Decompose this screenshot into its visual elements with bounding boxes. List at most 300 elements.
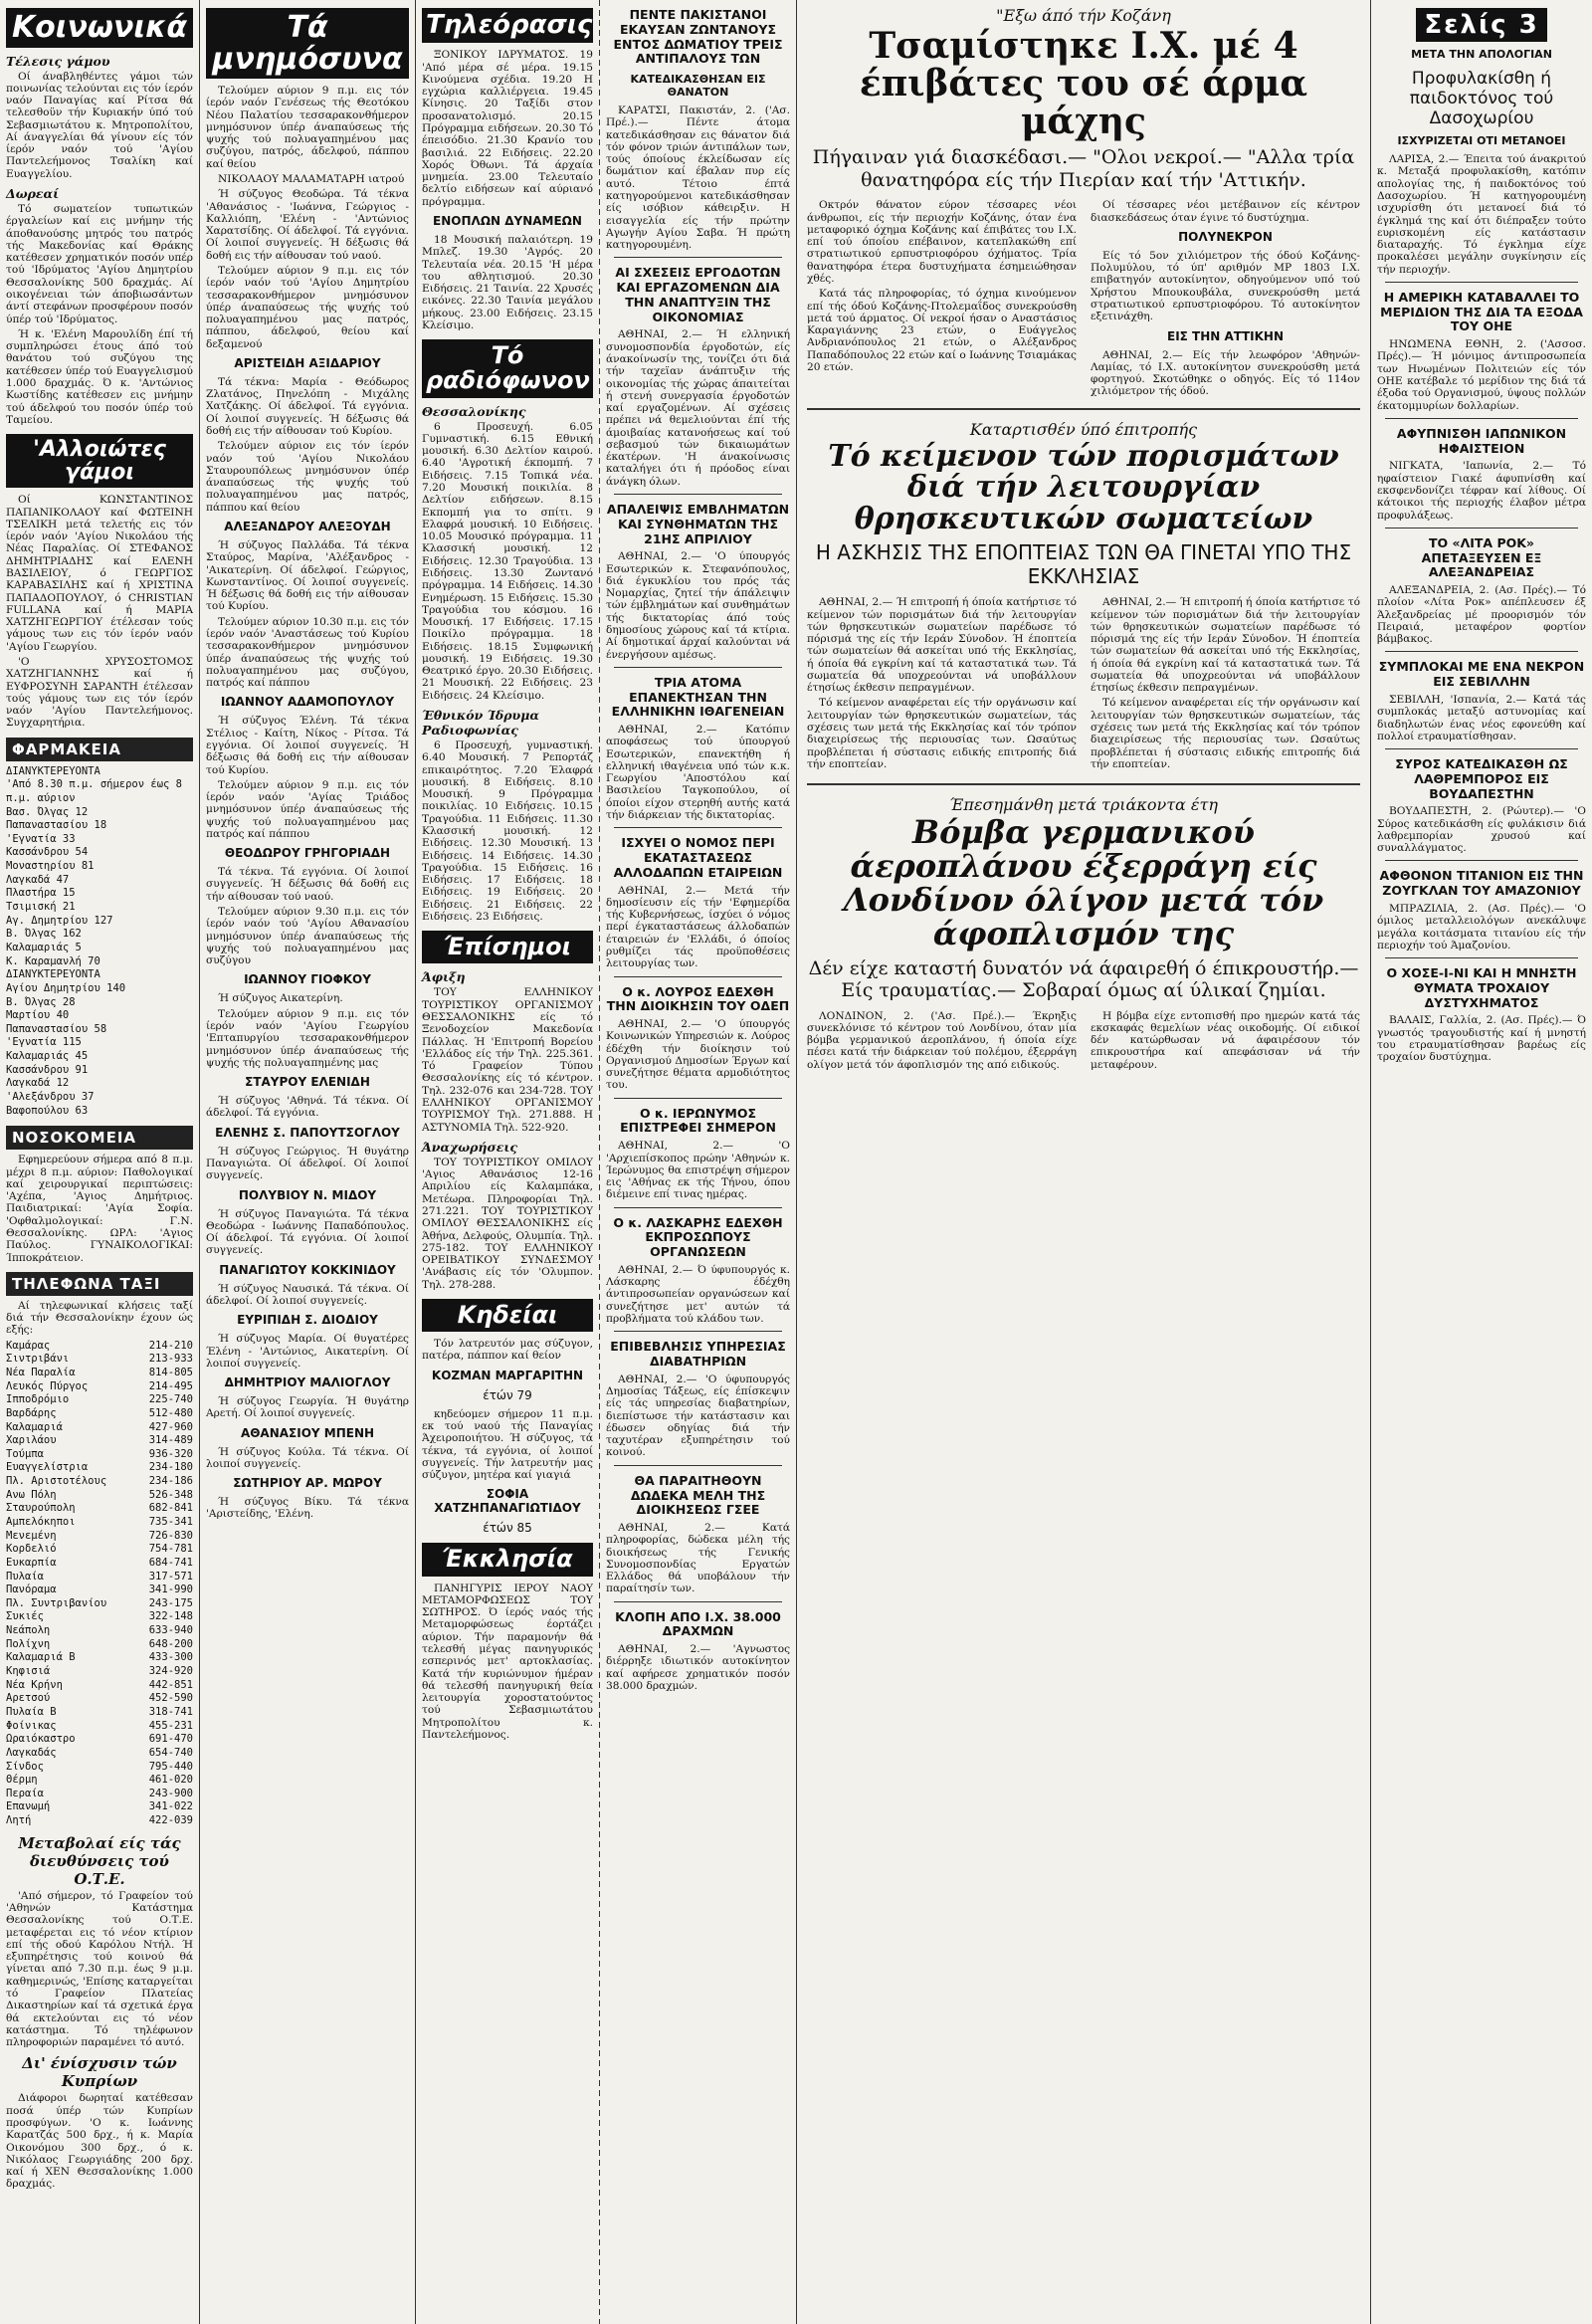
- taxi-row: [6, 1665, 193, 1679]
- taxi-phone: 317-571: [148, 1570, 193, 1583]
- story-lede: Πήγαιναν γιά διασκέδασι.— "Ολοι νεκροί.— "Αλλα τρία θανατηφόρα είς τήν Πιερίαν καί τήν 'Αττικήν.: [812, 146, 1355, 191]
- news-headline: ΘΑ ΠΑΡΑΙΤΗΘΟΥΝ ΔΩΔΕΚΑ ΜΕΛΗ ΤΗΣ ΔΙΟΙΚΗΣΕΩΣ ΓΣΕΕ: [630, 1472, 766, 1518]
- divider: [1385, 957, 1578, 958]
- pharmacy-entry: Καλαμαριάς 45: [6, 1050, 89, 1063]
- story-text: ΑΘΗΝΑΙ, 2.— Ή επιτροπή ή όποία κατήρτισε τό κείμενον τών πορισμάτων διά τήν λειτουργίαν τών θρησκευτικών σωματείων παρέδωσε τό πόρισμά της είς τήν Ιεράν Σύνοδον. Ή έποπτεία τών σωματείων θά ασκείται υπό τής Εκκλησίας, ή όποία θά εγκρίνη καί τά καταστατικά των. Τά σωματεία θά υποχρεούνται νά υποβάλλουν έτησίως έκθεσιν πεπραγμένων.: [807, 596, 1077, 695]
- news-text: ΑΘΗΝΑΙ, 2.— Ό ύφυπουργός κ. Λάσκαρης έδέχθη άντιπροσωπείαν οργανώσεων καί συνεζήτησε μετ' αυτών τά προβλήματα τού κλάδου των.: [606, 1263, 790, 1325]
- section-title-funerals: Κηδείαι: [422, 1299, 593, 1332]
- memorial-name: ΠΑΝΑΓΙΩΤΟΥ ΚΟΚΚΙΝΙΔΟΥ: [219, 1262, 396, 1277]
- pharmacy-entry: ΔΙΑΝΥΚΤΕΡΕΥΟΝΤΑ: [6, 764, 100, 777]
- taxi-row: [6, 1800, 193, 1814]
- taxi-phone: 691-470: [148, 1733, 193, 1746]
- taxi-phone: 433-300: [148, 1651, 193, 1664]
- taxi-row: [6, 1788, 193, 1801]
- pharmacy-entry: ΔΙΑΝΥΚΤΕΡΕΥΟΝΤΑ: [6, 968, 100, 981]
- divider: [614, 1465, 782, 1466]
- pharmacy-entry: Λαγκαδά 12: [6, 1077, 70, 1090]
- news-headline: ΑΦΥΠΝΙΣΘΗ ΙΑΠΩΝΙΚΟΝ ΗΦΑΙΣΤΕΙΟΝ: [1396, 425, 1567, 456]
- story-text: Τό κείμενον αναφέρεται είς τήν οργάνωσιν καί λειτουργίαν τών θρησκευτικών σωματείων, τάς σχέσεις των μετά τής Εκκλησίας καί τόν τρόπον διαχειρίσεως τής περιουσίας των. Ωσαύτως προβλέπεται ή σύστασις ειδικής επιτροπής διά τήν εποπτείαν.: [1091, 697, 1360, 770]
- pharmacy-entry: Β. Όλγας 28: [6, 995, 76, 1008]
- news-text: ΑΘΗΝΑΙ, 2.— 'Ο 'Αρχιεπίσκοπος πρώην 'Αθηνών κ. Ίερώνυμος θα επιστρέψη σήμερον εις 'Αθήνας εκ τής Τήνου, όπου διέμεινε επί τινας ημέρας.: [606, 1140, 790, 1201]
- funeral-name: ΚΟΖΜΑΝ ΜΑΡΓΑΡΙΤΗΝ: [431, 1368, 584, 1382]
- news-headline: ΑΙ ΣΧΕΣΕΙΣ ΕΡΓΟΔΟΤΩΝ ΚΑΙ ΕΡΓΑΖΟΜΕΝΩΝ ΔΙΑ ΤΗΝ ΑΝΑΠΤΥΞΙΝ ΤΗΣ ΟΙΚΟΝΟΜΙΑΣ: [615, 265, 781, 324]
- pharmacy-entry: Λαγκαδά 47: [6, 873, 70, 886]
- memorial-name: ΕΥΡΙΠΙΔΗ Σ. ΔΙΟΔΙΟΥ: [237, 1313, 378, 1328]
- memorial-name: ΠΟΛΥΒΙΟΥ Ν. ΜΙΔΟΥ: [238, 1187, 377, 1202]
- memorial-text: Ή σύζυγος Κούλα. Τά τέκνα. Οί λοιποί συγγενείς.: [206, 1445, 409, 1470]
- memorial-text: Τελούμεν αύριον 10.30 π.μ. εις τόν ίερόν ναόν 'Αναστάσεως τού Κυρίου τεσσαρακονθήμερον μνημόσυνον ύπέρ άναπαύσεως τής ψυχής τού πολυαγαπημένου μας συζύγου, πατρός καί πάππου: [206, 615, 409, 690]
- column-tv-radio: [416, 0, 599, 2324]
- tv2-title: ΕΝΟΠΛΩΝ ΔΥΝΑΜΕΩΝ: [433, 213, 582, 228]
- news-headline: Ο ΧΟΣΕ-Ι-ΝΙ ΚΑΙ Η ΜΝΗΣΤΗ ΘΥΜΑΤΑ ΤΡΟΧΑΙΟΥ ΔΥΣΤΥΧΗΜΑΤΟΣ: [1386, 965, 1577, 1010]
- taxi-stand: Κορδελιό: [6, 1543, 57, 1556]
- column-page3: [1371, 0, 1592, 2324]
- taxi-phone: 314-489: [148, 1434, 193, 1447]
- memorial-text: Τελούμεν αύριον 9 π.μ. εις τόν ίερόν ναόν τού 'Αγίου Δημητρίου τεσσαρακονθήμερον μνημόσυνον ύπέρ άναπαύσεως τής ψυχής τού πολυαγαπημένου μας πατρός, πάππου, άδελφού, θείου καί δεξαμενού: [206, 264, 409, 350]
- taxi-row: [6, 1475, 193, 1489]
- taxi-stand: Ωραιόκαστρο: [6, 1733, 76, 1746]
- item-text: Οί ΚΩΝΣΤΑΝΤΙΝΟΣ ΠΑΠΑΝΙΚΟΛΑΟΥ καί ΦΩΤΕΙΝΗ ΤΣΕΛΙΚΗ μετά τελετής εις τόν ίερόν ναόν 'Αγίου Νικολάου τής Νέας Παραλίας. Οί ΣΤΕΦΑΝΟΣ ΔΗΜΗΤΡΙΑΔΗΣ καί ΕΛΕΝΗ ΒΑΣΙΛΕΙΟΥ, ό ΓΕΩΡΓΙΟΣ ΚΑΡΑΒΑΣΙΛΗΣ καί ή ΧΡΙΣΤΙΝΑ ΠΑΠΑΔΟΠΟΥΛΟΥ, ό CHRISTIAN FULLANA καί ή ΜΑΡΙΑ ΧΑΤΖΗΓΕΩΡΓΙΟΥ έτέλεσαν τούς γάμους των εις τόν ίερόν ναόν 'Αγίου Γεωργίου.: [6, 494, 193, 653]
- taxi-row: [6, 1530, 193, 1544]
- news-text: ΝΙΓΚΑΤΑ, 'Ιαπωνία, 2.— Τό ηφαίστειον Γιακέ άφυπνίσθη καί εκσφενδονίζει τέφραν καί λίθους. Οί κάτοικοι τής περιοχής έλαβον μέτρα προφυλάξεως.: [1377, 460, 1586, 522]
- news-text: ΛΑΡΙΣΑ, 2.— Έπειτα τού άνακριτού κ. Μεταξά προφυλακίσθη, κατόπιν απολογίας της, ή παιδοκτόνος τού Δασοχωρίου. Ή κατηγορουμένη ισχυρίσθη ότι μετανοεί διά τό έγκλημά της καί ότι διέπραξεν τούτο ευρισκομένη είς κατάστασιν διαταραχής. Τό έγκλημα είχε προκαλέσει μεγάλην συγκίνησιν είς τήν περιοχήν.: [1377, 153, 1586, 276]
- section-title-social: Κοινωνικά: [6, 8, 193, 48]
- divider: [1385, 282, 1578, 283]
- taxi-stand: Αμπελόκηποι: [6, 1515, 76, 1528]
- news-text: ΒΟΥΔΑΠΕΣΤΗ, 2. (Ρώυτερ).— 'Ο Σύρος κατεδικάσθη είς φυλάκισιν διά λαθρεμπορίαν χρυσού καί συναλλάγματος.: [1377, 805, 1586, 855]
- taxi-row: [6, 1557, 193, 1571]
- item-text: 'Ο ΧΡΥΣΟΣΤΟΜΟΣ ΧΑΤΖΗΓΙΑΝΝΗΣ καί ή ΕΥΦΡΟΣΥΝΗ ΣΑΡΑΝΤΗ έτέλεσαν τούς γάμους των εις τόν ίερόν ναόν 'Αγίου Παντελεήμονος. Συγχαρητήρια.: [6, 655, 193, 730]
- taxi-row: [6, 1651, 193, 1665]
- news-text: ΑΘΗΝΑΙ, 2.— 'Αγνωστος διέρρηξε ιδιωτικόν αυτοκίνητον καί αφήρεσε χρηματικόν ποσόν 38.000 δραχμών.: [606, 1643, 790, 1693]
- divider: [614, 827, 782, 828]
- taxi-stand: Νέα Παραλία: [6, 1366, 76, 1378]
- taxi-phone: 322-148: [148, 1610, 193, 1623]
- column-main-stories: [797, 0, 1370, 2324]
- news-text: ΒΑΛΑΙΣ, Γαλλία, 2. (Ασ. Πρές).— Ό γνωστός τραγουδιστής καί ή μνηστή του ετραυματίσθησαν βαρέως είς τροχαίον δυστύχημα.: [1377, 1014, 1586, 1064]
- news-text: ΑΛΕΞΑΝΔΡΕΙΑ, 2. (Ασ. Πρές).— Τό πλοίον «Λίτα Ροκ» απέπλευσεν έξ Άλεξανδρείας μέ προορισμόν τόν Πειραιά, μεταφέρον φορτίον βάμβακος.: [1377, 584, 1586, 646]
- story-subhead: ΕΙΣ ΤΗΝ ΑΤΤΙΚΗΝ: [1167, 328, 1284, 343]
- memorial-name: ΑΘΑΝΑΣΙΟΥ ΜΠΕΝΗ: [240, 1425, 375, 1440]
- official-sub: Άφιξη: [422, 969, 466, 985]
- taxi-phone: 754-781: [148, 1543, 193, 1556]
- story-kicker: Καταρτισθέν ύπό έπιτροπής: [969, 419, 1198, 439]
- radio2-sub: Έθνικόν Ίδρυμα Ραδιοφωνίας: [422, 708, 539, 739]
- taxi-row: [6, 1461, 193, 1475]
- official-text: ΤΟΥ ΤΟΥΡΙΣΤΙΚΟΥ ΟΜΙΛΟΥ 'Αγιος Αθανάσιος 12-16 Απριλίου είς Καλαμπάκα, Μετέωρα. Πληροφορίαι Τηλ. 271.221. ΤΟΥ ΤΟΥΡΙΣΤΙΚΟΥ ΟΜΙΛΟΥ ΘΕΣΣΑΛΟΝΙΚΗΣ είς Άθήνα, Δελφούς, Ολυμπία. Τηλ. 275-182. ΤΟΥ ΕΛΛΗΝΙΚΟΥ ΟΡΕΙΒΑΤΙΚΟΥ ΣΥΝΔΕΣΜΟΥ 'Ανάβασις είς τόν 'Ολυμπον. Τηλ. 278-288.: [422, 1156, 593, 1291]
- memorial-text: Τελούμεν αύριον 9.30 π.μ. εις τόν ίερόν ναόν τού 'Αγίου Αθανασίου μνημόσυνον ύπέρ άναπαύσεως τής ψυχής τού πολυαγαπημένου μας συζύγου: [206, 906, 409, 967]
- news-headline: ΕΠΙΒΕΒΛΗΣΙΣ ΥΠΗΡΕΣΙΑΣ ΔΙΑΒΑΤΗΡΙΩΝ: [610, 1339, 786, 1370]
- pharmacy-entry: 'Αλεξάνδρου 37: [6, 1091, 95, 1103]
- tv-schedule: ΞΟΝΙΚΟΥ ΙΔΡΥΜΑΤΟΣ. 19 'Από μέρα σέ μέρα. 19.15 Κινούμενα σχέδια. 19.20 Η εγχώρια καλλιέργεια. 19.45 Κίνησις. 20 Ταξίδι στον προσανατολισμό. 20.15 Πρόγραμμα ειδήσεων. 20.30 Τό έπεισόδιο. 21.30 Κρανίο του βασιλιά. 22 Ειδήσεις. 22.20 Χορός Όθωνι. Τά άρχαία μνημεία. 23.00 Τελευταίο δελτίο ειδήσεων καί αύριανό πρόγραμμα.: [422, 49, 593, 208]
- taxi-intro: Αί τηλεφωνικαί κλήσεις ταξί διά τήν Θεσσαλονίκην έχουν ώς εξής:: [6, 1299, 193, 1337]
- item-text: Ή κ. 'Ελένη Μαρουλίδη έπί τή συμπληρώσει έτους άπό τού θανάτου τού συζύγου της κατέθεσεν ύπέρ τού Ευαγγελισμού 1.000 δραχμάς. Ό κ. 'Αντώνιος Κωστίδης κατέθεσεν εις μνήμην τού άδελφού του ποσόν ύπέρ τού Ταμείου.: [6, 327, 193, 426]
- taxi-stand: Ανω Πόλη: [6, 1488, 57, 1501]
- pharmacy-entry: Μοναστηρίου 81: [6, 860, 95, 873]
- memorial-name: ΣΩΤΗΡΙΟΥ ΑΡ. ΜΩΡΟΥ: [233, 1476, 382, 1491]
- taxi-row: [6, 1692, 193, 1706]
- pharmacy-entry: Τσιμισκή 21: [6, 901, 76, 914]
- taxi-row: [6, 1624, 193, 1638]
- taxi-phone: 654-740: [148, 1746, 193, 1759]
- tv2-schedule: 18 Μουσική παλαιότερη. 19 Μπλεζ. 19.30 'Αγρός. 20 Τελευταία νέα. 20.15 'Η μέρα του αθλητισμού. 20.30 Ειδήσεις. 21 Ταινία. 22 Χρυσές εικόνες. 22.30 Ταινία μεγάλου μήκους. 23.00 Ειδήσεις. 23.15 Κλείσιμο.: [422, 233, 593, 331]
- pharmacy-entry: Παπαναστασίου 18: [6, 819, 107, 832]
- pharmacies-title: ΦΑΡΜΑΚΕΙΑ: [6, 738, 193, 761]
- taxi-stand: Φοίνικας: [6, 1719, 57, 1732]
- story-text: Οκτρόν θάνατον εύρον τέσσαρες νέοι άνθρωποι, είς τήν περιοχήν Κοζάνης, όταν ένα μεταφορικό όχημα Κοζάνης καί έπιβάτες του Ι.Χ. επί τού όποίου επέβαινον, κατεπλακώθη επί στρατιωτικού ερπυστριοφόρου όχήματος. Τρία θανατηφόρα έτερα δυστυχήματα έσημειώθησαν χθές.: [807, 199, 1077, 285]
- news-headline: Ο κ. ΙΕΡΩΝΥΜΟΣ ΕΠΙΣΤΡΕΦΕΙ ΣΗΜΕΡΟΝ: [620, 1105, 776, 1136]
- taxi-stand: Καλαμαριά: [6, 1420, 63, 1433]
- taxi-phone: 234-186: [148, 1475, 193, 1488]
- taxi-stand: Χαριλάου: [6, 1434, 57, 1447]
- story-text: Η βόμβα είχε εντοπισθή προ ημερών κατά τάς εκσκαφάς θεμελίων νέας οικοδομής. Οί ειδικοί δέν κατώρθωσαν νά άφαιρέσουν τόν επικρουστήρα καί απεφάσισαν νά τήν μεταφέρουν.: [1091, 1009, 1360, 1071]
- memorial-name: ΣΤΑΥΡΟΥ ΕΛΕΝΙΔΗ: [245, 1075, 370, 1090]
- section-title-official: Έπίσημοι: [422, 931, 593, 963]
- taxi-row: [6, 1434, 193, 1448]
- story-text: ΑΘΗΝΑΙ, 2.— Είς τήν λεωφόρον 'Αθηνών-Λαμίας, τό Ι.Χ. αυτοκίνητον συνεκρούσθη μετά φορτηγού. Σκοτώθηκε ο οδηγός. Είς τό 114ον χιλιόμετρον τής όδού.: [1091, 348, 1360, 398]
- news-text: ΑΘΗΝΑΙ, 2.— Κατά πληροφορίας, δώδεκα μέλη τής διοικήσεως τής Γενικής Συνομοσπονδίας Εργατών Ελλάδος θά υποβάλουν τήν παραίτησίν των.: [606, 1522, 790, 1595]
- cyprus-title: Δι' ένίσχυσιν τών Κυπρίων: [22, 2054, 177, 2091]
- pharmacy-entry: 'Εγνατία 115: [6, 1036, 82, 1049]
- hospitals-title: ΝΟΣΟΚΟΜΕΙΑ: [6, 1126, 193, 1150]
- memorial-text: Ή σύζυγος Παναγιώτα. Τά τέκνα Θεοδώρα - Ιωάννης Παπαδόπουλος. Οί άδελφοί. Τά εγγόνια. Οί λοιποί συγγενείς.: [206, 1207, 409, 1257]
- taxi-row: [6, 1393, 193, 1407]
- story-body: [807, 199, 1360, 397]
- story-body: [807, 596, 1360, 773]
- news-text: ΑΘΗΝΑΙ, 2.— Ή ελληνική συνομοσπονδία έργοδοτών, είς άνακοίνωσίν της, τονίζει ότι διά τήν ταχεϊαν άνάπτυξιν τής οικονομίας τής χώρας άπαιτείται ή στενή συνεργασία έργοδοτών καί εργαζομένων. Αί σχέσεις πρέπει νά θεμελιούνται έπί τής άμοιβαίας κατανοήσεως καί τού σεβασμού τών δικαιωμάτων έκατέρων. 'Η άνακοίνωσις καταλήγει ότι ή πρόοδος είναι άνάγκη όλων.: [606, 328, 790, 488]
- taxi-phone: 452-590: [148, 1692, 193, 1705]
- taxi-row: [6, 1502, 193, 1516]
- news-headline: ΑΦΘΟΝΟΝ ΤΙΤΑΝΙΟΝ ΕΙΣ ΤΗΝ ΖΟΥΓΚΛΑΝ ΤΟΥ ΑΜΑΖΟΝΙΟΥ: [1379, 868, 1584, 899]
- news-headline: ΤΟ «ΛΙΤΑ ΡΟΚ» ΑΠΕΤΑΞΕΥΣΕΝ ΕΞ ΑΛΕΞΑΝΔΡΕΙΑΣ: [1421, 534, 1542, 580]
- taxi-stand: Πολίχνη: [6, 1637, 51, 1650]
- news-text: ΣΕΒΙΛΛΗ, 'Ισπανία, 2.— Κατά τάς συμπλοκάς μεταξύ αστυνομίας καί διαδηλωτών ένας νέος εφονεύθη καί πολλοί ετραυματίσθησαν.: [1377, 693, 1586, 742]
- memorial-text: Τελούμεν αύριον 9 π.μ. εις τόν ίερόν ναόν Γενέσεως τής Θεοτόκου Νέου Παλατίου τεσσαρακονθήμερον μνημόσυνον ύπέρ άναπαύσεως τής ψυχής τού πολυαγαπημένου μας συζύγου, πατρός, άδελφού, πάππου καί θείου: [206, 85, 409, 170]
- divider: [1385, 748, 1578, 749]
- taxi-row: [6, 1584, 193, 1597]
- taxi-stand: Πυλαία Β: [6, 1705, 57, 1718]
- funeral-text: Τόν λατρευτόν μας σύζυγον, πατέρα, πάππον καί θείον: [422, 1338, 593, 1363]
- taxi-phone: 512-480: [148, 1406, 193, 1419]
- divider: [1385, 418, 1578, 419]
- column-news-briefs: [600, 0, 796, 2324]
- taxi-row: [6, 1353, 193, 1367]
- taxi-stand: Λητή: [6, 1814, 32, 1827]
- pharmacy-entry: Πλαστήρα 15: [6, 887, 76, 900]
- taxi-stand: Θέρμη: [6, 1774, 38, 1787]
- ote-text: 'Από σήμερον, τό Γραφείον τού 'Αθηνών Κατάστημα Θεσσαλονίκης τού Ο.Τ.Ε. μεταφέρεται εις τό νέον κτίριον επί τής οδού Καρόλου Ντήλ. Ή εξυπηρέτησις τού κοινού θά γίνεται από 7.30 π.μ. έως 9 μ.μ. καθημερινώς, 'Επίσης καταργείται τό Γραφείον Πλατείας Δικαστηρίων καί τά σχετικά έργα θά εκτελούνται εις τό νέον κατάστημα. Τό τηλέφωνον πληροφοριών παραμένει τό αυτό.: [6, 1889, 193, 2049]
- taxi-phone: 234-180: [148, 1461, 193, 1474]
- taxi-row: [6, 1571, 193, 1585]
- funeral-name: ΣΟΦΙΑ ΧΑΤΖΗΠΑΝΑΓΙΩΤΙΔΟΥ: [434, 1487, 581, 1516]
- taxi-row: [6, 1706, 193, 1720]
- memorial-name: ΕΛΕΝΗΣ Σ. ΠΑΠΟΥΤΣΟΓΛΟΥ: [215, 1125, 400, 1140]
- taxi-stand: Ιπποδρόμιο: [6, 1393, 70, 1406]
- news-kicker: ΜΕΤΑ ΤΗΝ ΑΠΟΛΟΓΙΑΝ: [1411, 48, 1552, 61]
- divider: [1385, 651, 1578, 652]
- pharmacy-entry: Κασσάνδρου 54: [6, 846, 89, 859]
- taxi-phone: 455-231: [148, 1719, 193, 1732]
- story-text: ΑΘΗΝΑΙ, 2.— Ή επιτροπή ή όποία κατήρτισε τό κείμενον τών πορισμάτων διά τήν λειτουργίαν τών θρησκευτικών σωματείων παρέδωσε τό πόρισμά της είς τήν Ιεράν Σύνοδον. Ή έποπτεία τών σωματείων θά ασκείται υπό τής Εκκλησίας, ή όποία θά εγκρίνη καί τά καταστατικά των. Τά σωματεία θά υποχρεούνται νά υποβάλλουν έτησίως έκθεσιν πεπραγμένων.: [1091, 596, 1360, 695]
- story-kicker: "Εξω άπό τήν Κοζάνη: [996, 6, 1171, 25]
- taxi-list: [6, 1340, 193, 1828]
- taxi-row: [6, 1761, 193, 1775]
- news-headline: ΠΕΝΤΕ ΠΑΚΙΣΤΑΝΟΙ ΕΚΑΥΣΑΝ ΖΩΝΤΑΝΟΥΣ ΕΝΤΟΣ ΔΩΜΑΤΙΟΥ ΤΡΕΙΣ ΑΝΤΙΠΑΛΟΥΣ ΤΩΝ: [613, 7, 783, 67]
- story-subheadline: Η ΑΣΚΗΣΙΣ ΤΗΣ ΕΠΟΠΤΕΙΑΣ ΤΩΝ ΘΑ ΓΙΝΕΤΑΙ ΥΠΟ ΤΗΣ ΕΚΚΛΗΣΙΑΣ: [815, 540, 1352, 588]
- story-text: ΛΟΝΔΙΝΟΝ, 2. ('Ασ. Πρέ.).— Έκρηξις συνεκλόνισε τό κέντρον τού Λονδίνου, όταν μία βόμβα γερμανικού άεροπλάνου, ή όποία είχε πέσει κατά τήν διάρκειαν τού πολέμου, έξερράγη ολίγον μετά τόν άφοπλισμόν της από ειδικούς.: [807, 1009, 1077, 1071]
- column-memorials: [200, 0, 415, 2324]
- taxi-stand: Καμάρας: [6, 1339, 51, 1352]
- page-number-title: Σελίς 3: [1416, 8, 1546, 42]
- pharmacy-entry: 'Από 8.30 π.μ. σήμερον έως 8 π.μ. αύριον: [6, 778, 183, 804]
- taxi-phone: 442-851: [148, 1678, 193, 1691]
- taxi-row: [6, 1516, 193, 1530]
- taxi-stand: Μενεμένη: [6, 1529, 57, 1542]
- pharmacy-entry: Μαρτίου 40: [6, 1009, 70, 1022]
- divider: [807, 408, 1360, 410]
- taxi-phone: 936-320: [148, 1447, 193, 1460]
- funeral-text: κηδεύομεν σήμερον 11 π.μ. εκ τού ναού τής Παναγίας Άχειροποιήτου. Ή σύζυγος, τά τέκνα, τά εγγόνια, οί λοιποί συγγενείς. Τήν λατρευτήν μας σύζυγον, μητέρα καί γιαγιά: [422, 1407, 593, 1482]
- memorial-text: Τά τέκνα: Μαρία - Θεόδωρος Ζλατάνος, Πηνελόπη - Μιχάλης Χατζάκης. Οί άδελφοί. Τά εγγόνια. Οί λοιποί συγγενείς. Ή δέξωσις θά δοθή εις τήν αίθουσαν τού Κυρίου.: [206, 375, 409, 438]
- taxi-stand: Αρετσού: [6, 1692, 51, 1705]
- church-text: ΠΑΝΗΓΥΡΙΣ ΙΕΡΟΥ ΝΑΟΥ ΜΕΤΑΜΟΡΦΩΣΕΩΣ ΤΟΥ ΣΩΤΗΡΟΣ. Ό ίερός ναός τής Μεταμορφώσεως έορτάζει αύριον. Τήν παραμονήν θά τελεσθή μέγας πανηγυρικός εσπερινός μετ' αρτοκλασίας. Κατά τήν κυριώνυμον ήμέραν θά τελεσθή πανηγυρική θεία λειτουργία χοροστατούντος τού Σεβασμιωτάτου Μητροπολίτου κ. Παντελεήμονος.: [422, 1582, 593, 1741]
- taxi-phone: 795-440: [148, 1760, 193, 1773]
- item-text: Τό σωματείον τυπωτικών έργαλείων καί εις μνήμην τής άποθανούσης μητρός του πατρός τής Μακεδονίας καί Θράκης κατέθεσεν χρηματικόν ποσόν υπέρ τού 'Ιδρύματος 'Αγίου Δημητρίου Θεσσαλονίκης 500 δραχμάς. Αί οικογένειαι τών άποβιωσάντων άντί στεφάνων προσφέρουν ποσόν ύπέρ τού 'Ιδρύματος.: [6, 203, 193, 325]
- pharmacy-entry: Παπαναστασίου 58: [6, 1022, 107, 1035]
- memorials-list: [206, 85, 409, 1521]
- hospitals-text: Εφημερεύουν σήμερα από 8 π.μ. μέχρι 8 π.μ. αύριον: Παθολογικαί καί χειρουργικαί περιπτώσεις: 'Αχέπα, 'Αγιος Δημήτριος. Παιδιατρικαί: 'Αγία Σοφία. 'Οφθαλμολογικαί: Γ.Ν. Θεσσαλονίκης. ΩΡΛ: 'Αγιος Παύλος. ΓΥΝΑΙΚΟΛΟΓΙΚΑΙ: Ίπποκράτειον.: [6, 1154, 193, 1264]
- taxi-stand: Περαία: [6, 1787, 44, 1799]
- taxi-stand: Πυλαία: [6, 1570, 44, 1583]
- memorial-name: ΔΗΜΗΤΡΙΟΥ ΜΑΛΙΟΓΛΟΥ: [224, 1375, 391, 1390]
- section-title-weddings: 'Αλλοιώτες γάμοι: [6, 434, 193, 488]
- taxi-stand: Σίνδος: [6, 1760, 44, 1773]
- taxi-row: [6, 1543, 193, 1557]
- memorial-text: Ή σύζυγος Ναυσικά. Τά τέκνα. Οί άδελφοί. Οί λοιποί συγγενείς.: [206, 1282, 409, 1307]
- memorial-text: Ή σύζυγος 'Αθηνά. Τά τέκνα. Οί άδελφοί. Τά εγγόνια.: [206, 1095, 409, 1120]
- story-headline: Τό κείμενον τών πορισμάτων διά τήν λειτουργίαν θρησκευτικών σωματείων: [828, 438, 1339, 537]
- taxi-title: ΤΗΛΕΦΩΝΑ ΤΑΞΙ: [6, 1272, 193, 1296]
- memorial-name: ΙΩΑΝΝΟΥ ΑΔΑΜΟΠΟΥΛΟΥ: [220, 695, 395, 710]
- pharmacy-entry: Αγίου Δημητρίου 140: [6, 981, 126, 994]
- memorial-text: Τελούμεν αύριον 9 π.μ. εις τόν ίερόν ναόν 'Αγίου Γεωργίου 'Επταπυργίου τεσσαρακονθήμερον μνημόσυνον ύπέρ άναπαύσεως τής ψυχής τής πολυαγαπημένης μας: [206, 1007, 409, 1069]
- taxi-stand: Βαρδάρης: [6, 1406, 57, 1419]
- news-headline: ΣΥΡΟΣ ΚΑΤΕΔΙΚΑΣΘΗ ΩΣ ΛΑΘΡΕΜΠΟΡΟΣ ΕΙΣ ΒΟΥΔΑΠΕΣΤΗΝ: [1395, 756, 1568, 801]
- memorial-text: Ή σύζυγος Αικατερίνη.: [218, 992, 343, 1005]
- taxi-row: [6, 1733, 193, 1747]
- story-subhead: ΠΟΛΥΝΕΚΡΟΝ: [1178, 229, 1273, 244]
- memorial-text: Ή σύζυγος Βίκυ. Τά τέκνα 'Αριστείδης, 'Ελένη.: [206, 1496, 409, 1521]
- news-text: ΑΘΗΝΑΙ, 2.— 'Ο ύφυπουργός Δημοσίας Τάξεως, είς έπίσκεψιν είς τάς υπηρεσίας διαβατηρίων, διεπίστωσε τήν κατάστασιν και έδωσεν οδηγίας διά τήν ταχυτέραν εξυπηρέτησιν τού κοινού.: [606, 1373, 790, 1459]
- taxi-phone: 682-841: [148, 1502, 193, 1515]
- radio-sub: Θεσσαλονίκης: [422, 403, 526, 419]
- news-headline: ΚΛΟΠΗ ΑΠΟ Ι.Χ. 38.000 ΔΡΑΧΜΩΝ: [615, 1608, 781, 1639]
- taxi-row: [6, 1380, 193, 1394]
- story-body: [807, 1010, 1360, 1074]
- taxi-phone: 726-830: [148, 1529, 193, 1542]
- memorial-text: Ή σύζυγος Έλένη. Τά τέκνα Στέλιος - Καίτη, Νίκος - Ρίτσα. Τά εγγόνια. Οί λοιποί συγγενείς. Ή δέξωσις θά δοθή εις τήν αίθουσαν τού Κυρίου.: [206, 715, 409, 776]
- item-heading: Τέλεσις γάμου: [6, 53, 110, 69]
- taxi-stand: Νεάπολη: [6, 1624, 51, 1637]
- taxi-row: [6, 1407, 193, 1421]
- pharmacy-entry: Κ. Καραμανλή 70: [6, 954, 100, 967]
- news-text: ΗΝΩΜΕΝΑ ΕΘΝΗ, 2. ('Ασσοσ. Πρές).— Ή μόνιμος άντιπροσωπεία των Ηνωμένων Πολιτειών είς τόν ΟΗΕ κατέβαλε τό μερίδιον της διά τά έξοδα τού Οργανισμού, ύψους πολλών έκατομμυρίων δολλαρίων.: [1377, 338, 1586, 412]
- official-sub: Άναχωρήσεις: [422, 1139, 517, 1155]
- taxi-phone: 214-495: [148, 1379, 193, 1392]
- taxi-stand: Πανόραμα: [6, 1584, 57, 1596]
- story-lede: Δέν είχε καταστή δυνατόν νά άφαιρεθή ό έπικρουστήρ.— Είς τραυματίας.— Σοβαραί όμως αί ύλικαί ζημίαι.: [808, 956, 1359, 1002]
- memorial-text: Τά τέκνα. Τά εγγόνια. Οί λοιποί συγγενείς. Ή δέξωσις θά δοθή εις τήν αίθουσαν τού ναού.: [206, 866, 409, 903]
- news-subhead: ΙΣΧΥΡΙΖΕΤΑΙ ΟΤΙ ΜΕΤΑΝΟΕΙ: [1397, 134, 1566, 148]
- memorial-text: Ή σύζυγος Γεώργιος. Ή θυγάτηρ Παναγιώτα. Οί άδελφοί. Οί λοιποί συγγενείς.: [206, 1145, 409, 1182]
- section-title-memorials: Τά μνημόσυνα: [206, 8, 409, 79]
- funeral-age: έτών 79: [483, 1387, 532, 1402]
- cyprus-text: Διάφοροι δωρηταί κατέθεσαν ποσά ύπέρ τών Κυπρίων προσφύγων. 'Ο κ. Ιωάννης Καρατζάς 500 δρχ., ή κ. Μαρία Οικονόμου 300 δρχ., ό κ. Νικόλαος Γεωργιάδης 200 δρχ. καί ή ΧΕΝ Θεσσαλονίκης 1.000 δραχμάς.: [6, 2092, 193, 2191]
- news-text: ΑΘΗΝΑΙ, 2.— Μετά τήν δημοσίευσιν είς τήν 'Εφημερίδα τής Κυβερνήσεως, ίσχύει ό νόμος περί έγκαταστάσεως άλλοδαπών έταιρειών έν 'Ελλάδι, ό όποίος ρυθμίζει τάς προϋποθέσεις λειτουργίας των.: [606, 884, 790, 970]
- column-social: [0, 0, 199, 2324]
- taxi-stand: Νέα Κρήνη: [6, 1678, 63, 1691]
- memorial-name: ΙΩΑΝΝΟΥ ΓΙΟΦΚΟΥ: [244, 972, 371, 987]
- taxi-row: [6, 1489, 193, 1503]
- taxi-row: [6, 1421, 193, 1435]
- taxi-stand: Ευκαρπία: [6, 1556, 57, 1569]
- story-text: Τό κείμενον αναφέρεται είς τήν οργάνωσιν καί λειτουργίαν τών θρησκευτικών σωματείων, τάς σχέσεις των μετά τής Εκκλησίας καί τόν τρόπον διαχειρίσεως τής περιουσίας των. Ωσαύτως προβλέπεται ή σύστασις ειδικής επιτροπής διά τήν εποπτείαν.: [807, 697, 1077, 770]
- taxi-stand: Πλ. Συντριβανίου: [6, 1596, 107, 1609]
- taxi-phone: 341-990: [148, 1584, 193, 1596]
- pharmacy-entry: 'Εγνατία 33: [6, 832, 76, 845]
- news-text: ΑΘΗΝΑΙ, 2.— 'Ο ύπουργός Εσωτερικών κ. Στεφανόπουλος, διά έγκυκλίου του πρός τάς Νομαρχίας, ζητεί τήν άπάλειψιν τών έμβλημάτων καί συνθημάτων τής δικτατορίας άπό τούς δημοσίους χώρους καί τά κτίρια. Αί δημοτικαί άρχαί καλούνται νά ένεργήσουν αμέσως.: [606, 550, 790, 661]
- page-header: [1377, 8, 1586, 42]
- news-headline: Προφυλακίσθη ή παιδοκτόνος τού Δασοχωρίου: [1409, 69, 1554, 129]
- story-headline: Βόμβα γερμανικού άεροπλάνου έξερράγη είς Λονδίνον όλίγον μετά τόν άφοπλισμόν της: [843, 813, 1324, 952]
- taxi-row: [6, 1814, 193, 1828]
- news-headline: Ο κ. ΛΑΣΚΑΡΗΣ ΕΔΕΧΘΗ ΕΚΠΡΟΣΩΠΟΥΣ ΟΡΓΑΝΩΣΕΩΝ: [613, 1214, 783, 1260]
- memorial-name: ΑΡΙΣΤΕΙΔΗ ΑΞΙΔΑΡΙΟΥ: [234, 355, 381, 370]
- memorial-text: Ή σύζυγος Θεοδώρα. Τά τέκνα 'Αθανάσιος - 'Ιωάννα, Γεώργιος - Καλλιόπη, 'Ελένη - 'Αντώνιος Χαρατσίδης. Οί άδελφοί. Τά εγγόνια. Οί λοιποί συγγενείς. Ή δέξωσις θά δοθή εις τήν αίθουσαν τού ναού.: [206, 188, 409, 262]
- news-text: ΑΘΗΝΑΙ, 2.— 'Ο ύπουργός Κοινωνικών Υπηρεσιών κ. Λούρος έδέχθη τήν διοίκησιν τού Οργανισμού Δημοσίων Έργων καί συνεζήτησε θέματα αρμοδιότητος του.: [606, 1018, 790, 1092]
- divider: [614, 1207, 782, 1208]
- taxi-stand: Συκιές: [6, 1610, 44, 1623]
- divider: [614, 1098, 782, 1099]
- taxi-phone: 422-039: [148, 1814, 193, 1827]
- taxi-phone: 324-920: [148, 1665, 193, 1678]
- taxi-phone: 318-741: [148, 1705, 193, 1718]
- memorial-text: Ή σύζυγος Μαρία. Οί θυγατέρες Έλένη - 'Αντώνιος, Αικατερίνη. Οί λοιποί συγγενείς.: [206, 1333, 409, 1370]
- divider: [614, 257, 782, 258]
- taxi-phone: 684-741: [148, 1556, 193, 1569]
- story-kicker: Έπεσημάνθη μετά τριάκοντα έτη: [949, 795, 1218, 815]
- taxi-stand: Σταυρούπολη: [6, 1502, 76, 1515]
- memorial-text: Τελούμεν αύριον 9 π.μ. εις τόν ίερόν ναόν 'Αγίας Τριάδος μνημόσυνον ύπέρ άναπαύσεως τής ψυχής τού πολυαγαπημένου μας πατρός καί πάππου: [206, 778, 409, 840]
- news-text: ΚΑΡΑΤΣΙ, Πακιστάν, 2. ('Ασ. Πρέ.).— Πέντε άτομα κατεδικάσθησαν εις θάνατον διά τόν φόνον τριών άντιπάλων των, τούς όποίους έκλείδωσαν είς δωμάτιον καί έβαλαν πυρ είς αυτό. Τέτοιο έπτά κατηγορούμενοι κατεδικάσθησαν είς ισόβιον κάθειρξιν. Η εισαγγελία είς τήν πρώτην Αγωγήν Αγίου Σαβα. Ή πρώτη κατηγορουμένη.: [606, 105, 790, 252]
- taxi-stand: Κηφισιά: [6, 1665, 51, 1678]
- taxi-phone: 213-933: [148, 1353, 193, 1366]
- taxi-stand: Σιντριβάνι: [6, 1353, 70, 1366]
- taxi-phone: 814-805: [148, 1366, 193, 1378]
- ote-title: Μεταβολαί είς τάς διευθύνσεις τού Ο.Τ.Ε.: [18, 1833, 181, 1888]
- taxi-row: [6, 1597, 193, 1611]
- taxi-row: [6, 1638, 193, 1652]
- news-headline: ΑΠΑΛΕΙΨΙΣ ΕΜΒΛΗΜΑΤΩΝ ΚΑΙ ΣΥΝΘΗΜΑΤΩΝ ΤΗΣ 21ΗΣ ΑΠΡΙΛΙΟΥ: [606, 502, 790, 546]
- taxi-row: [6, 1448, 193, 1462]
- taxi-phone: 341-022: [148, 1800, 193, 1813]
- divider: [614, 976, 782, 977]
- memorial-text: Ή σύζυγος Γεωργία. Ή θυγάτηρ Αρετή. Οί λοιποί συγγενείς.: [206, 1395, 409, 1420]
- taxi-stand: Λαγκαδάς: [6, 1746, 57, 1759]
- pharmacy-entry: Βασ. Όλγας 12: [6, 805, 89, 818]
- divider: [614, 494, 782, 495]
- news-text: ΜΠΡΑΖΙΛΙΑ, 2. (Ασ. Πρές).— 'Ο όμιλος μεταλλειολόγων ανεκάλυψε μεγάλα κοιτάσματα τιτανίου είς τήν περιοχήν τού Άμαζονίου.: [1377, 902, 1586, 951]
- taxi-row: [6, 1747, 193, 1761]
- story-text: Είς τό 5ον χιλιόμετρον τής όδού Κοζάνης-Πολυμύλου, τό ύπ' αριθμόν ΜΡ 1803 Ι.Χ. επιβατηγόν αυτοκίνητον, οδηγούμενον υπό τού Χρήστου Μπουκουβάλα, συνεκρούσθη μετά στρατιωτικού ερπυστριοφόρου. Τό αυτοκίνητον εξετινάχθη.: [1091, 249, 1360, 323]
- taxi-stand: Πλ. Αριστοτέλους: [6, 1475, 107, 1488]
- taxi-row: [6, 1720, 193, 1734]
- taxi-stand: Καλαμαριά Β: [6, 1651, 76, 1664]
- taxi-row: [6, 1340, 193, 1354]
- taxi-row: [6, 1774, 193, 1788]
- news-headline: ΤΡΙΑ ΑΤΟΜΑ ΕΠΑΝΕΚΤΗΣΑΝ ΤΗΝ ΕΛΛΗΝΙΚΗΝ ΙΘΑΓΕΝΕΙΑΝ: [611, 674, 785, 720]
- taxi-phone: 243-900: [148, 1787, 193, 1799]
- taxi-phone: 461-020: [148, 1774, 193, 1787]
- divider: [614, 1331, 782, 1332]
- divider: [807, 783, 1360, 785]
- taxi-row: [6, 1610, 193, 1624]
- divider: [1385, 860, 1578, 861]
- news-headline: Η ΑΜΕΡΙΚΗ ΚΑΤΑΒΑΛΛΕΙ ΤΟ ΜΕΡΙΔΙΟΝ ΤΗΣ ΔΙΑ ΤΑ ΕΞΟΔΑ ΤΟΥ ΟΗΕ: [1380, 289, 1583, 334]
- pharmacy-entry: Κασσάνδρου 91: [6, 1063, 89, 1076]
- pharmacy-entry: Βαφοπούλου 63: [6, 1104, 89, 1117]
- divider: [614, 667, 782, 668]
- memorial-text: ΝΙΚΟΛΑΟΥ ΜΑΛΑΜΑΤΑΡΗ ιατρού: [218, 172, 405, 185]
- taxi-phone: 225-740: [148, 1393, 193, 1406]
- section-title-radio: Τό ραδιόφωνον: [422, 339, 593, 397]
- taxi-stand: Ευαγγελίστρια: [6, 1461, 89, 1474]
- story-text: Οί τέσσαρες νέοι μετέβαινον είς κέντρον διασκεδάσεως όταν έγινε τό δυστύχημα.: [1091, 199, 1360, 224]
- taxi-row: [6, 1679, 193, 1693]
- radio2-schedule: 6 Προσευχή, γυμναστική. 6.40 Μουσική. 7 Ρεπορτάζ επικαιρότητος. 7.20 Έλαφρά μουσική. 8 Ειδήσεις. 8.10 Μουσική. 9 Πρόγραμμα ποικιλίας. 10 Ειδήσεις. 10.15 Τραγούδια. 11 Ειδήσεις. 11.30 Κλασσική μουσική. 12 Ειδήσεις. 12.30 Μουσική. 13 Ειδήσεις. 14 Ειδήσεις. 14.30 Τραγούδια. 15 Ειδήσεις. 16 Ειδήσεις. 17 Ειδήσεις. 18 Ειδήσεις. 19 Ειδήσεις. 20 Ειδήσεις. 21 Ειδήσεις. 22 Ειδήσεις. 23 Ειδήσεις.: [422, 739, 593, 923]
- taxi-stand: Λευκός Πύργος: [6, 1379, 89, 1392]
- memorial-name: ΘΕΟΔΩΡΟΥ ΓΡΗΓΟΡΙΑΔΗ: [224, 846, 391, 861]
- taxi-phone: 214-210: [148, 1339, 193, 1352]
- story-headline: Τσαμίστηκε Ι.Χ. μέ 4 έπιβάτες του σέ άρμα μάχης: [859, 25, 1308, 143]
- section-title-tv: Τηλεόρασις: [422, 8, 593, 43]
- news-headline: ΙΣΧΥΕΙ Ο ΝΟΜΟΣ ΠΕΡΙ ΕΚΑΤΑΣΤΑΣΕΩΣ ΑΛΛΟΔΑΠΩΝ ΕΤΑΙΡΕΙΩΝ: [613, 835, 783, 880]
- section-title-church: Έκκλησία: [422, 1543, 593, 1576]
- official-text: ΤΟΥ ΕΛΛΗΝΙΚΟΥ ΤΟΥΡΙΣΤΙΚΟΥ ΟΡΓΑΝΙΣΜΟΥ ΘΕΣΣΑΛΟΝΙΚΗΣ είς τό Ξενοδοχείον Μακεδονία Πάλλας. Ή 'Επιτροπή Βορείου 'Ελλάδος είς τήν Τηλ. 225.361. Τό Γραφείον Τύπου Θεσσαλονίκης είς τό κέντρον. Τηλ. 232-076 και 234-728. ΤΟΥ ΕΛΛΗΝΙΚΟΥ ΟΡΓΑΝΙΣΜΟΥ ΤΟΥΡΙΣΜΟΥ Τηλ. 271.888. Η ΑΣΤΥΝΟΜΙΑ Τηλ. 522-920.: [422, 986, 593, 1134]
- taxi-phone: 735-341: [148, 1515, 193, 1528]
- news-headline: ΣΥΜΠΛΟΚΑΙ ΜΕ ΕΝΑ ΝΕΚΡΟΝ ΕΙΣ ΣΕΒΙΛΛΗΝ: [1378, 659, 1585, 690]
- taxi-phone: 243-175: [148, 1596, 193, 1609]
- news-subhead: ΚΑΤΕΔΙΚΑΣΘΗΣΑΝ ΕΙΣ ΘΑΝΑΤΟΝ: [630, 73, 766, 99]
- taxi-phone: 427-960: [148, 1420, 193, 1433]
- taxi-phone: 526-348: [148, 1488, 193, 1501]
- taxi-stand: Τούμπα: [6, 1447, 44, 1460]
- funeral-age: έτών 85: [483, 1521, 532, 1536]
- radio-schedule: 6 Προσευχή. 6.05 Γυμναστική. 6.15 Εθνική μουσική. 6.30 Δελτίον καιρού. 6.40 'Αγροτική έκπομπή. 7 Ειδήσεις. 7.15 Τοπικά νέα. 7.20 Μουσική ποικιλία. 8 Δελτίον ειδήσεων. 8.15 Εκπομπή για το σπίτι. 9 Ελαφρά μουσική. 10 Ειδήσεις. 10.05 Μουσικό πρόγραμμα. 11 Κλασσική μουσική. 12 Ειδήσεις. 12.30 Τραγούδια. 13 Ειδήσεις. 13.30 Ζωντανό πρόγραμμα. 14 Ειδήσεις. 14.30 Ενημέρωση. 15 Ειδήσεις. 15.30 Τραγούδια του κόσμου. 16 Μουσική. 17 Ειδήσεις. 17.15 Ποικίλο πρόγραμμα. 18 Ειδήσεις. 18.15 Συμφωνική μουσική. 19 Ειδήσεις. 19.30 Θεατρικό έργο. 20.30 Ειδήσεις. 21 Μουσική. 22 Ειδήσεις. 23 Ειδήσεις. 24 Κλείσιμο.: [422, 420, 593, 702]
- divider: [614, 1601, 782, 1602]
- memorial-text: Τελούμεν αύριον εις τόν ίερόν ναόν τού 'Αγίου Νικολάου Σταυρουπόλεως μνημόσυνον ύπέρ άναπαύσεως τής ψυχής τού πολυαγαπημένου μας πατρός, πάππου καί θείου: [206, 440, 409, 514]
- news-headline: Ο κ. ΛΟΥΡΟΣ ΕΔΕΧΘΗ ΤΗΝ ΔΙΟΙΚΗΣΙΝ ΤΟΥ ΟΔΕΠ: [606, 983, 790, 1014]
- taxi-row: [6, 1367, 193, 1380]
- taxi-stand: Επανωμή: [6, 1800, 51, 1813]
- pharmacy-entry: Αγ. Δημητρίου 127: [6, 914, 113, 927]
- memorial-text: Ή σύζυγος Παλλάδα. Τά τέκνα Σταύρος, Μαρίνα, 'Αλέξανδρος - 'Αικατερίνη. Οί άδελφοί. Γεώργιος, Κωνσταντίνος. Οί λοιποί συγγενείς. Ή δέξωσις θά δοθή εις τήν αίθουσαν τού Κυρίου.: [206, 539, 409, 613]
- item-text: Οί άναβληθέντες γάμοι τών ποινωνίας τελούνται εις τόν ίερόν ναόν Παναγίας καί Ρίτσα θά τελεσθοϋν τήν Κυριακήν ύπό τού Σεβασμιωτάτου κ. Μητροπολίτου, Αί άναγγελίαι θά γίνουν είς τόν ίερόν ναόν τού 'Αγίου Παντελεήμονος Τσαλίκη καί Ευαγγελίου.: [6, 70, 193, 180]
- news-text: ΑΘΗΝΑΙ, 2.— Κατόπιν αποφάσεως τού ύπουργού Εσωτερικών, επανεκτήθη ή ελληνική ιθαγένεια υπό τών κ.κ. Γεωργίου 'Αποστόλου καί Βασιλείου Ταγκοπούλου, οί όποίοι είχον στερηθή αυτής κατά τήν διάρκειαν τής δικτατορίας.: [606, 724, 790, 822]
- story-text: Κατά τάς πληροφορίας, τό όχημα κινούμενον επί τής όδού Κοζάνης-Πτολεμαΐδος συνεκρούσθη μετά τού άρματος. Οί νεκροί ήσαν ο Αναστάσιος Καραγιάννης 23 ετών, ο Ευάγγελος Ανδριανόπουλος 21 ετών, ο Αλέξανδρος Παπαδόπουλος 22 ετών καί ο Ιωάννης Τσιαμάκας 20 ετών.: [807, 288, 1077, 373]
- item-heading: Δωρεαί: [6, 186, 60, 202]
- taxi-phone: 633-940: [148, 1624, 193, 1637]
